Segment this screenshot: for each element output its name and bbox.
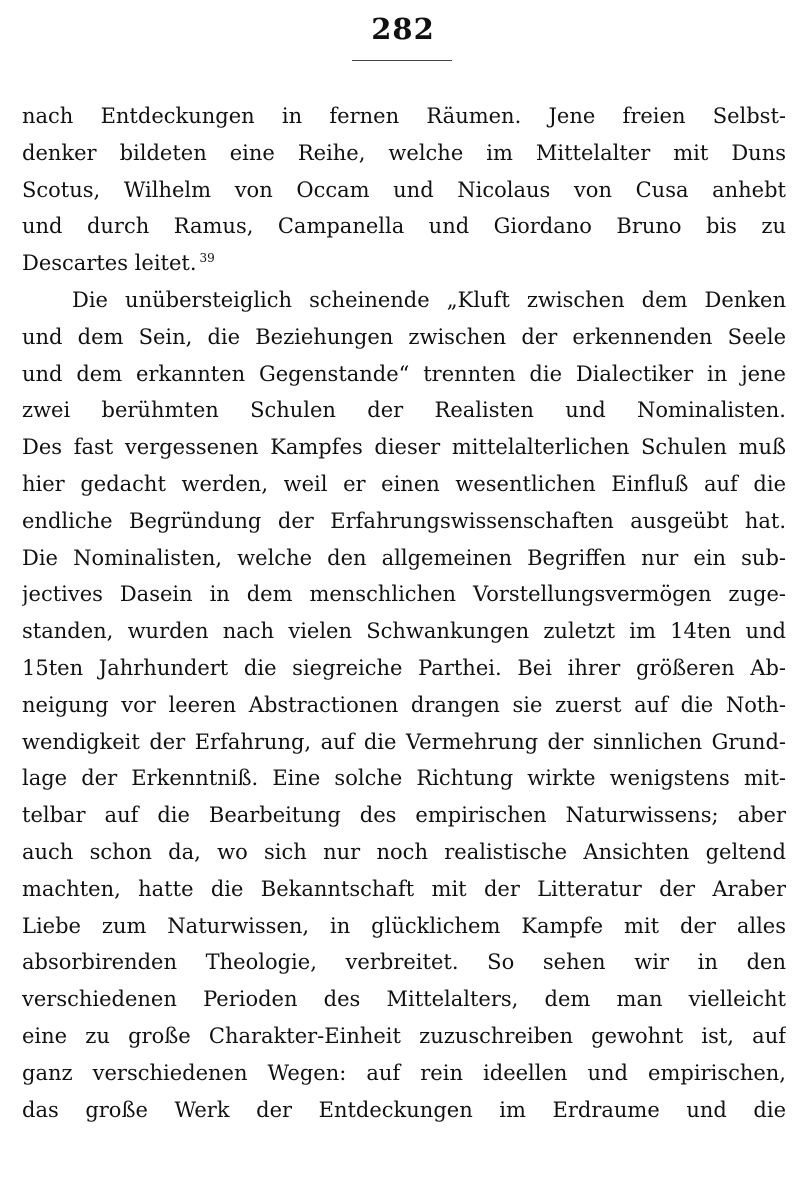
text-line: denker bildeten eine Reihe, welche im Mittelalter mit Duns	[22, 140, 786, 165]
text-line: jectives Dasein in dem menschlichen Vorstellungsvermögen zuge-	[22, 582, 786, 607]
text-line: und dem erkannten Gegenstande“ trennten die Dialectiker in jene	[22, 361, 786, 386]
text-line: telbar auf die Bearbeitung des empirischen Naturwissens; aber	[22, 803, 786, 828]
paragraph-first-line: Die unübersteiglich scheinende „Kluft zwischen dem Denken	[72, 287, 786, 312]
text-line: zwei berühmten Schulen der Realisten und Nominalisten.	[22, 398, 786, 423]
text-line: 15ten Jahrhundert die siegreiche Parthei. Bei ihrer größeren Ab-	[22, 655, 786, 680]
body-text	[22, 98, 786, 1128]
text-line: standen, wurden nach vielen Schwankungen zuletzt im 14ten und	[22, 619, 786, 644]
text-line: Liebe zum Naturwissen, in glücklichem Kampfe mit der alles	[22, 913, 786, 938]
text-line: Scotus, Wilhelm von Occam und Nicolaus von Cusa anhebt	[22, 177, 786, 202]
text-line: ganz verschiedenen Wegen: auf rein ideellen und empirischen,	[22, 1060, 786, 1085]
text-line: nach Entdeckungen in fernen Räumen. Jene freien Selbst-	[22, 104, 786, 128]
text-line: verschiedenen Perioden des Mittelalters, dem man vielleicht	[22, 987, 786, 1012]
text-line: machten, hatte die Bekanntschaft mit der Litteratur der Araber	[22, 876, 786, 901]
text-line: neigung vor leeren Abstractionen drangen sie zuerst auf die Noth-	[22, 692, 786, 717]
text-line: und durch Ramus, Campanella und Giordano Bruno bis zu	[22, 214, 786, 239]
text-line: Descartes leitet.	[22, 251, 197, 276]
header-rule	[352, 60, 452, 61]
page-number: 282	[371, 12, 435, 46]
text-line: absorbirenden Theologie, verbreitet. So sehen wir in den	[22, 950, 786, 975]
text-line: eine zu große Charakter-Einheit zuzuschreiben gewohnt ist, auf	[22, 1023, 786, 1048]
footnote-reference: 39	[199, 251, 215, 266]
text-line: Des fast vergessenen Kampfes dieser mittelalterlichen Schulen muß	[22, 435, 786, 460]
text-line-with-footnote	[22, 245, 786, 282]
text-line: endliche Begründung der Erfahrungswissenschaften ausgeübt hat.	[22, 508, 786, 533]
text-line: hier gedacht werden, weil er einen wesentlichen Einfluß auf die	[22, 471, 786, 496]
text-line: lage der Erkenntniß. Eine solche Richtung wirkte wenigstens mit-	[22, 766, 786, 791]
text-line: wendigkeit der Erfahrung, auf die Vermehrung der sinnlichen Grund-	[22, 729, 786, 754]
text-line: das große Werk der Entdeckungen im Erdraume und die	[22, 1097, 786, 1122]
text-line: Die Nominalisten, welche den allgemeinen Begriffen nur ein sub-	[22, 545, 786, 570]
text-line: auch schon da, wo sich nur noch realistische Ansichten geltend	[22, 839, 786, 864]
text-line: und dem Sein, die Beziehungen zwischen der erkennenden Seele	[22, 324, 786, 349]
